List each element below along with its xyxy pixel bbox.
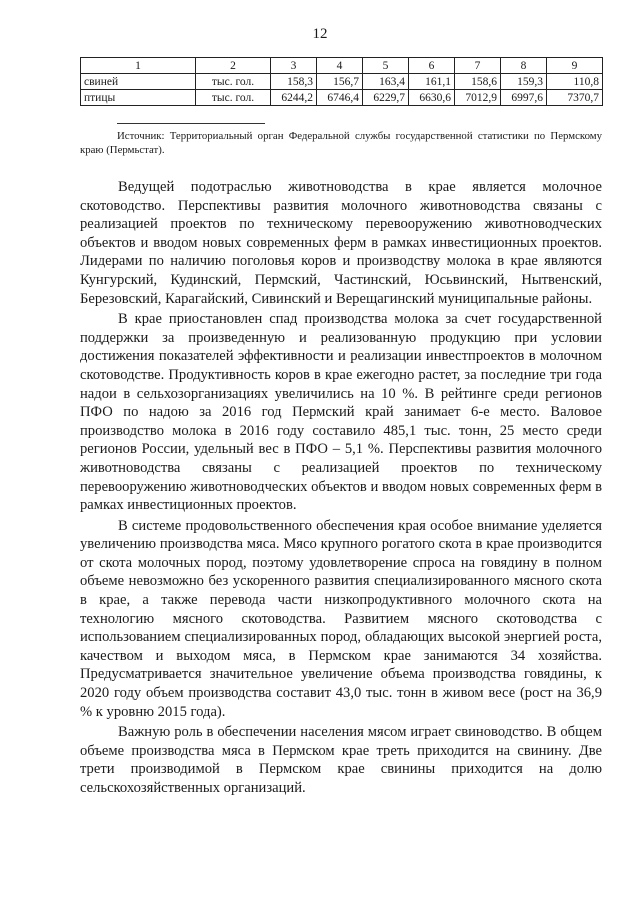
column-number-cell: 8 xyxy=(501,58,547,74)
value-cell: 158,6 xyxy=(455,74,501,90)
value-cell: 7370,7 xyxy=(547,90,603,106)
column-number-cell: 7 xyxy=(455,58,501,74)
value-cell: 6229,7 xyxy=(363,90,409,106)
column-number-cell: 3 xyxy=(271,58,317,74)
column-number-cell: 6 xyxy=(409,58,455,74)
paragraph-dairy-farming: Ведущей подотраслью животноводства в крае является молочное скотоводство. Перспективы развития молочного животноводства связаны с реализацией проектов по техническому перевооружению животноводческих объектов и вводом новых современных ферм в рамках инвестиционных проектов. Лидерами по наличию поголовья коров и производству молока в крае являются Кунгурский, Кудинский, Пермский, Частинский, Юсьвинский, Нытвенский, Березовский, Карагайский, Сивинский и Верещагинский муниципальные районы. xyxy=(80,179,602,307)
unit-cell: тыс. гол. xyxy=(196,74,271,90)
unit-cell: тыс. гол. xyxy=(196,90,271,106)
column-number-cell: 2 xyxy=(196,58,271,74)
row-name-cell: птицы xyxy=(81,90,196,106)
statistics-table xyxy=(80,57,603,106)
value-cell: 110,8 xyxy=(547,74,603,90)
row-name-cell: свиней xyxy=(81,74,196,90)
table-row-poultry xyxy=(81,90,603,106)
value-cell: 6630,6 xyxy=(409,90,455,106)
value-cell: 156,7 xyxy=(317,74,363,90)
value-cell: 6244,2 xyxy=(271,90,317,106)
column-number-cell: 5 xyxy=(363,58,409,74)
column-number-cell: 1 xyxy=(81,58,196,74)
paragraph-pig-farming: Важную роль в обеспечении населения мясом играет свиноводство. В общем объеме производства мяса в Пермском крае треть приходится на свинину. Две трети производимой в Пермском крае свинины приходится на долю сельскохозяйственных организаций. xyxy=(80,724,602,796)
table-header-row xyxy=(81,58,603,74)
page-number: 12 xyxy=(312,26,328,42)
value-cell: 163,4 xyxy=(363,74,409,90)
source-note: Источник: Территориальный орган Федеральной службы государственной статистики по Пермскому краю (Пермьстат). xyxy=(80,130,602,156)
value-cell: 161,1 xyxy=(409,74,455,90)
column-number-cell: 9 xyxy=(547,58,603,74)
column-number-cell: 4 xyxy=(317,58,363,74)
value-cell: 159,3 xyxy=(501,74,547,90)
value-cell: 6997,6 xyxy=(501,90,547,106)
value-cell: 6746,4 xyxy=(317,90,363,106)
value-cell: 158,3 xyxy=(271,74,317,90)
value-cell: 7012,9 xyxy=(455,90,501,106)
paragraph-meat-production: В системе продовольственного обеспечения края особое внимание уделяется увеличению производства мяса. Мясо крупного рогатого скота в крае производится от скота молочных пород, поэтому удовлетворение спроса на говядину в полном объеме невозможно без ускоренного развития специализированного мясного скота в крае, а также перевода части низкопродуктивного молочного скота на технологию мясного скотоводства. Развитием мясного скотоводства с использованием специализированных пород, обладающих высокой энергией роста, качеством и выходом мяса, в Пермском крае занимаются 34 хозяйства. Предусматривается значительное увеличение объема производства говядины, к 2020 году объем производства составит 43,0 тыс. тонн в живом весе (рост на 36,9 % к уровню 2015 года). xyxy=(80,517,602,720)
footnote-separator xyxy=(117,123,265,124)
table-row-pigs xyxy=(81,74,603,90)
paragraph-milk-production: В крае приостановлен спад производства молока за счет государственной поддержки за произведенную и реализованную продукцию при условии достижения показателей эффективности и реализации инвестпроектов в молочном скотоводстве. Продуктивность коров в крае ежегодно растет, за последние три года надои в сельхозорганизациях увеличились на 10 %. В рейтинге среди регионов ПФО по надою за 2016 год Пермский край занимает 6-е место. Валовое производство молока в 2016 году составило 485,1 тыс. тонн, 25 место среди регионов России, удельный вес в ПФО – 5,1 %. Перспективы развития молочного животноводства связаны с реализацией проектов по техническому перевооружению животноводческих объектов и вводом новых современных ферм в рамках инвестиционных проектов. xyxy=(80,311,602,514)
body-text xyxy=(80,178,602,800)
